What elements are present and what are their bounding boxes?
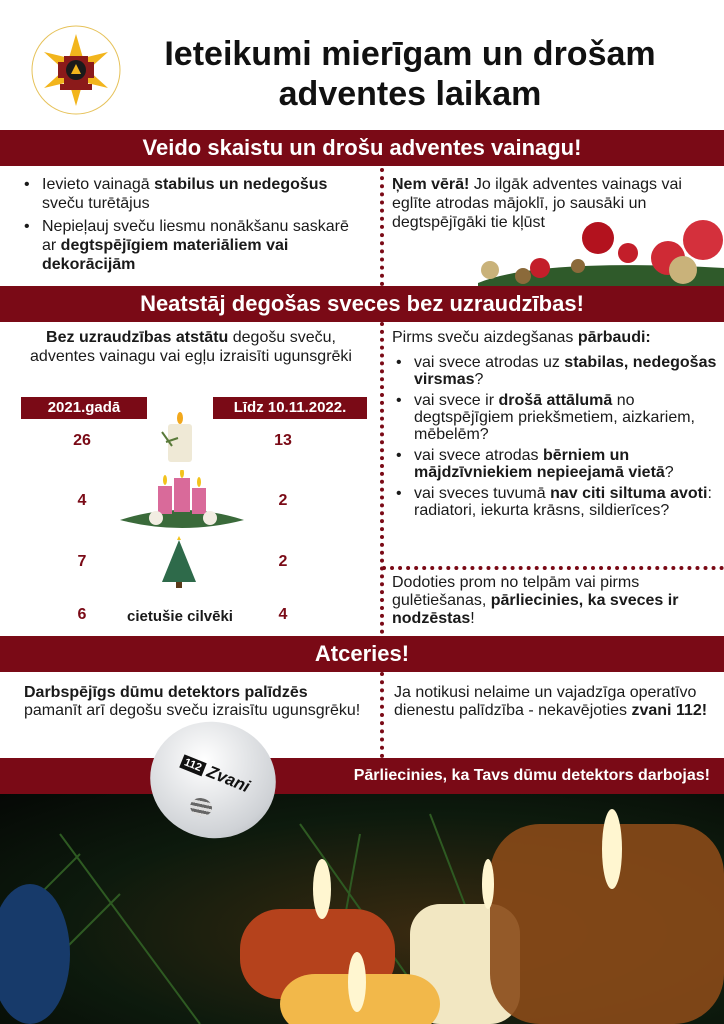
year-2022-label: Līdz 10.11.2022. bbox=[213, 397, 367, 419]
candle-icon bbox=[158, 412, 198, 464]
list-item: • vai svece atrodas uz stabilas, nedegošas virsmas? bbox=[392, 354, 720, 388]
list-item: • Ievieto vainagā stabilus un nedegošus sveču turētājus bbox=[20, 175, 360, 213]
section1-heading: Veido skaistu un drošu adventes vainagu! bbox=[0, 130, 724, 166]
check-list bbox=[392, 354, 720, 523]
ornaments-image bbox=[478, 218, 724, 288]
divider bbox=[382, 566, 724, 570]
year-2021-label: 2021.gadā bbox=[21, 397, 147, 419]
candles-photo bbox=[0, 794, 724, 1024]
section1-bullets bbox=[20, 175, 360, 278]
advent-wreath-icon bbox=[118, 470, 246, 532]
stat-2021-injured: 6 bbox=[77, 606, 87, 623]
injured-label: cietušie cilvēki bbox=[127, 608, 233, 625]
section3-heading: Atceries! bbox=[0, 636, 724, 672]
page-title-line2: adventes laikam bbox=[278, 75, 542, 113]
stat-2022-trees: 2 bbox=[278, 553, 288, 570]
emergency-note: Ja notikusi nelaime un vajadzīga operatīvo dienestu palīdzība - nekavējoties zvani 112! bbox=[394, 684, 708, 719]
section2-heading: Neatstāj degošas sveces bez uzraudzības! bbox=[0, 286, 724, 322]
detector-banner: Pārliecinies, ka Tavs dūmu detektors darbojas! bbox=[353, 767, 710, 784]
divider bbox=[380, 168, 384, 286]
list-item: • vai svece ir drošā attālumā no degtspējīgiem priekšmetiem, aizkariem, mēbelēm? bbox=[392, 392, 720, 443]
logo bbox=[28, 22, 124, 118]
detector-note: Darbspējīgs dūmu detektors palīdzēs pamanīt arī degošu sveču izraisītu ugunsgrēku! bbox=[24, 684, 361, 719]
detector-logo: 112 Zvani bbox=[178, 752, 252, 798]
list-item: • Nepieļauj sveču liesmu nonākšanu saskarē ar degtspējīgiem materiāliem vai dekorācijām bbox=[20, 217, 360, 274]
stat-2021-candles: 26 bbox=[73, 432, 91, 449]
stat-2021-wreaths: 4 bbox=[77, 492, 87, 509]
stat-2021-trees: 7 bbox=[77, 553, 87, 570]
section1-note: Ņem vērā! Jo ilgāk adventes vainags vai eglīte atrodas mājoklī, jo sausāki un degtspējīgāki tie kļūst bbox=[392, 176, 682, 231]
divider bbox=[380, 322, 384, 634]
list-item: • vai sveces tuvumā nav citi siltuma avoti: radiatori, iekurta krāsns, sildierīces? bbox=[392, 485, 720, 519]
leave-note: Dodoties prom no telpām vai pirms gulētiešanas, pārliecinies, ka sveces ir nodzēstas! bbox=[392, 574, 679, 627]
stat-2022-candles: 13 bbox=[274, 432, 292, 449]
divider bbox=[380, 672, 384, 758]
section2-intro: Bez uzraudzības atstātu degošu sveču, adventes vainagu vai egļu izraisīti ugunsgrēki bbox=[30, 329, 352, 365]
stat-2022-injured: 4 bbox=[278, 606, 288, 623]
check-intro: Pirms sveču aizdegšanas pārbaudi: bbox=[392, 329, 651, 346]
christmas-tree-icon bbox=[158, 536, 200, 590]
list-item: • vai svece atrodas bērniem un mājdzīvniekiem nepieejamā vietā? bbox=[392, 447, 720, 481]
page-title-line1: Ieteikumi mierīgam un drošam bbox=[164, 35, 656, 73]
stat-2022-wreaths: 2 bbox=[278, 492, 288, 509]
